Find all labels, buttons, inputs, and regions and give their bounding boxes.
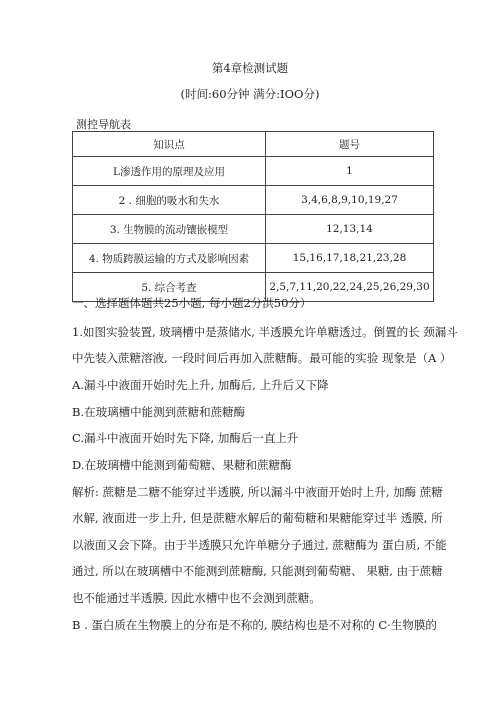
option-line: A.漏斗中液面开始时先上升, 加酶后, 上升后又下降: [72, 378, 329, 392]
option-line: D.在玻璃槽中能测到葡萄糖、果糖和蔗糖酶: [72, 458, 292, 472]
analysis-line: 通过, 所以在玻璃槽中不能测到蔗糖酶, 只能测到葡萄糖、 果糖, 由于蔗糖: [72, 564, 443, 578]
table-row: [73, 244, 434, 273]
table-cell: 2 . 细胞的吸水和失水: [73, 186, 266, 215]
document-title: 第4章检测试题: [211, 61, 289, 75]
navigation-table: [72, 131, 434, 302]
table-header-cell: 题号: [266, 132, 434, 157]
table-header-cell: 知识点: [73, 132, 266, 157]
analysis-line: 以液面又会下降。由于半透膜只允许单糖分子通过, 蔗糖酶为 蛋白质, 不能: [72, 538, 447, 552]
table-cell: 5. 综合考查: [73, 273, 266, 302]
table-cell: 2,5,7,11,20,22,24,25,26,29,30: [266, 273, 434, 302]
table-header-row: [73, 132, 434, 157]
document-subtitle: (时间:60分钟 满分:IOO分): [180, 87, 320, 101]
analysis-line: 解析: 蔗糖是二糖不能穿过半透膜, 所以漏斗中液面开始时上升, 加酶 蔗糖: [72, 485, 443, 499]
nav-table-label: 测控导航表: [76, 118, 131, 131]
table-cell: L渗透作用的原理及应用: [73, 157, 266, 186]
option-line: C.漏斗中液面开始时先下降, 加酶后一直上升: [72, 431, 299, 445]
table-row: [73, 186, 434, 215]
body-line: B . 蛋白质在生物膜上的分布是不称的, 膜结构也是不对称的 C·生物膜的: [72, 618, 437, 632]
table-cell: 1: [266, 157, 434, 186]
table-cell: 12,13,14: [266, 215, 434, 244]
analysis-line: 也不能通过半透膜, 因此水槽中也不会测到蔗糖。: [72, 591, 321, 605]
option-line: B.在玻璃槽中能测到蔗糖和蔗糖酶: [72, 405, 246, 419]
table-cell: 3. 生物膜的流动镶嵌模型: [73, 215, 266, 244]
table-cell: 4. 物质跨膜运输的方式及影响因素: [73, 244, 266, 273]
section-heading: 一、选择题体题共25小题, 每小题2分洪50分）: [72, 296, 312, 310]
table-row: [73, 215, 434, 244]
table-cell: 15,16,17,18,21,23,28: [266, 244, 434, 273]
table-cell: 3,4,6,8,9,10,19,27: [266, 186, 434, 215]
analysis-line: 水解, 液面进一步上升, 但是蔗糖水解后的葡萄糖和果糖能穿过半 透膜, 所: [72, 511, 443, 525]
table-row: [73, 157, 434, 186]
body-line: 1.如图实验装置, 玻璃槽中是蒸储水, 半透膜允许单糖透过。倒置的长 颈漏斗: [72, 325, 458, 339]
body-line: 中先装入蔗糖溶液, 一段时间后再加入蔗糖酶。最可能的实验 现象是（A ）: [72, 351, 452, 365]
